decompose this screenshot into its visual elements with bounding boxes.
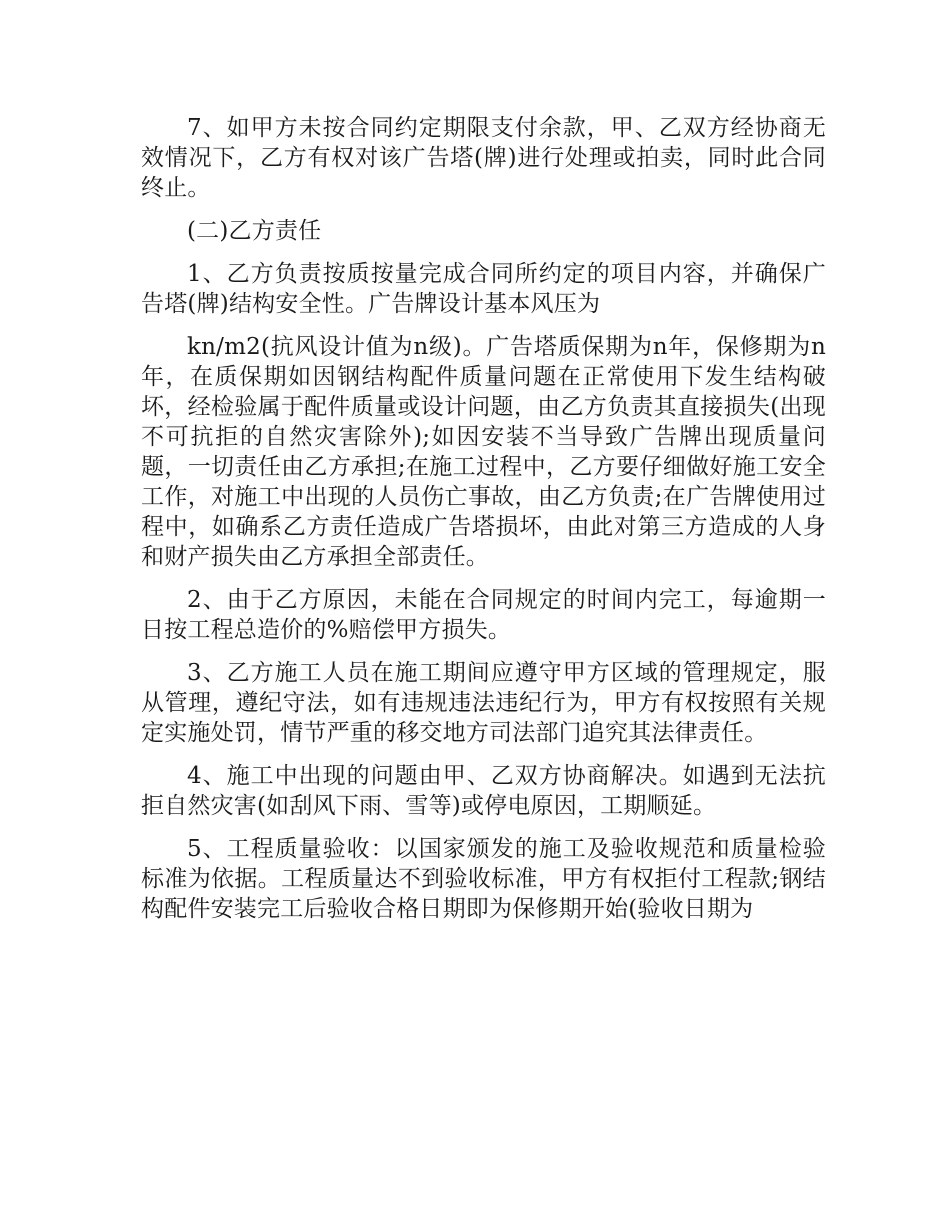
paragraph-clause-7: 7、如甲方未按合同约定期限支付余款，甲、乙双方经协商无效情况下，乙方有权对该广告塔(牌)进行处理或拍卖，同时此合同终止。 <box>141 115 826 201</box>
paragraph-clause-3: 3、乙方施工人员在施工期间应遵守甲方区域的管理规定，服从管理，遵纪守法，如有违规违法违纪行为，甲方有权按照有关规定实施处罚，情节严重的移交地方司法部门追究其法律责任。 <box>141 660 826 746</box>
paragraph-clause-1: 1、乙方负责按质按量完成合同所约定的项目内容，并确保广告塔(牌)结构安全性。广告牌设计基本风压为 <box>141 261 826 317</box>
paragraph-clause-2: 2、由于乙方原因，未能在合同规定的时间内完工，每逾期一日按工程总造价的%赔偿甲方损失。 <box>141 587 826 643</box>
section-heading-party-b-responsibility: (二)乙方责任 <box>187 218 322 244</box>
document-body <box>141 113 826 937</box>
paragraph-clause-4: 4、施工中出现的问题由甲、乙双方协商解决。如遇到无法抗拒自然灾害(如刮风下雨、雪等)或停电原因，工期顺延。 <box>141 763 826 819</box>
paragraph-clause-5: 5、工程质量验收：以国家颁发的施工及验收规范和质量检验标准为依据。工程质量达不到验收标准，甲方有权拒付工程款;钢结构配件安装完工后验收合格日期即为保修期开始(验收日期为 <box>141 836 826 922</box>
paragraph-clause-1-continued: kn/m2(抗风设计值为n级)。广告塔质保期为n年，保修期为n年，在质保期如因钢结构配件质量问题在正常使用下发生结构破坏，经检验属于配件质量或设计问题，由乙方负责其直接损失(出现不可抗拒的自然灾害除外);如因安装不当导致广告牌出现质量问题，一切责任由乙方承担;在施工过程中，乙方要仔细做好施工安全工作，对施工中出现的人员伤亡事故，由乙方负责;在广告牌使用过程中，如确系乙方责任造成广告塔损坏，由此对第三方造成的人身和财产损失由乙方承担全部责任。 <box>141 334 826 570</box>
